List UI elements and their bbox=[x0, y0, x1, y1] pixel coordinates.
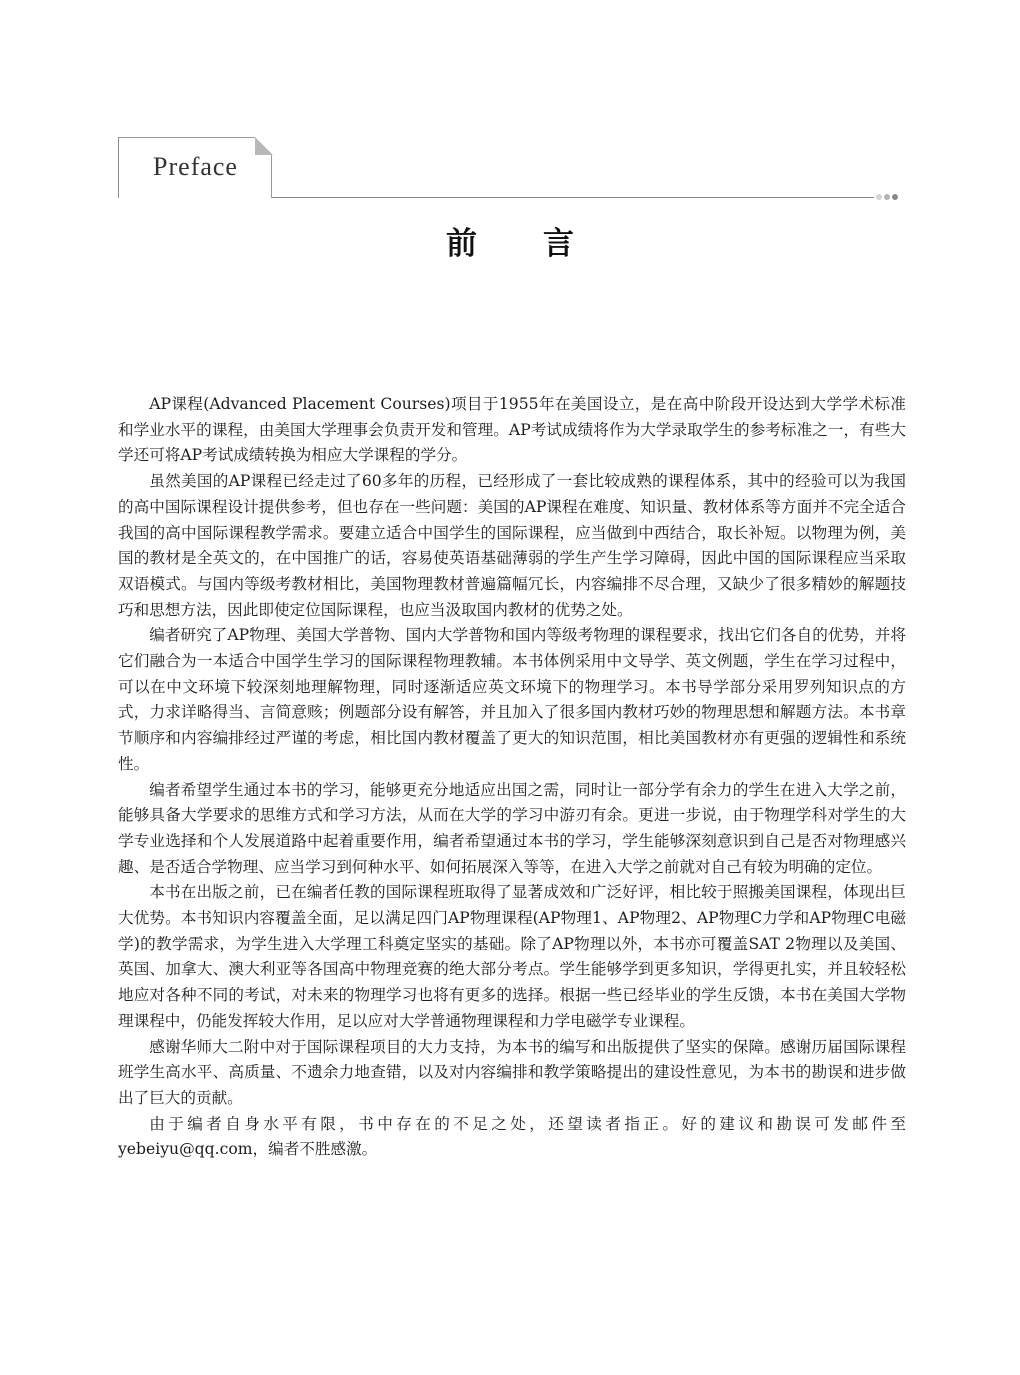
paragraph-2: 虽然美国的AP课程已经走过了60多年的历程，已经形成了一套比较成熟的课程体系，其中的经验可以为我国的高中国际课程设计提供参考，但也存在一些问题：美国的AP课程在难度、知识量、教材体系等方面并不完全适合我国的高中国际课程教学需求。要建立适合中国学生的国际课程，应当做到中西结合，取长补短。以物理为例，美国的教材是全英文的，在中国推广的话，容易使英语基础薄弱的学生产生学习障碍，因此中国的国际课程应当采取双语模式。与国内等级考教材相比，美国物理教材普遍篇幅冗长，内容编排不尽合理，又缺少了很多精妙的解题技巧和思想方法，因此即使定位国际课程，也应当汲取国内教材的优势之处。 bbox=[118, 472, 906, 619]
dot-icon bbox=[892, 194, 898, 200]
page-title: 前言 bbox=[446, 226, 640, 262]
decorative-dots bbox=[876, 194, 900, 202]
paragraph-7: 由于编者自身水平有限，书中存在的不足之处，还望读者指正。好的建议和勘误可发邮件至yebeiyu@qq.com，编者不胜感激。 bbox=[118, 1114, 906, 1159]
paragraph-3: 编者研究了AP物理、美国大学普物、国内大学普物和国内等级考物理的课程要求，找出它们各自的优势，并将它们融合为一本适合中国学生学习的国际课程物理教辅。本书体例采用中文导学、英文例题，学生在学习过程中，可以在中文环境下较深刻地理解物理，同时逐渐适应英文环境下的物理学习。本书导学部分采用罗列知识点的方式，力求详略得当、言简意赅；例题部分设有解答，并且加入了很多国内教材巧妙的物理思想和解题方法。本书章节顺序和内容编排经过严谨的考虑，相比国内教材覆盖了更大的知识范围，相比美国教材亦有更强的逻辑性和系统性。 bbox=[118, 626, 906, 773]
preface-label-box bbox=[118, 137, 272, 197]
paragraph-1: AP课程(Advanced Placement Courses)项目于1955年在美国设立，是在高中阶段开设达到大学学术标准和学业水平的课程，由美国大学理事会负责开发和管理。AP考试成绩将作为大学录取学生的参考标准之一，有些大学还可将AP考试成绩转换为相应大学课程的学分。 bbox=[118, 395, 906, 465]
dot-icon bbox=[884, 194, 890, 200]
paragraph-5: 本书在出版之前，已在编者任教的国际课程班取得了显著成效和广泛好评，相比较于照搬美国课程，体现出巨大优势。本书知识内容覆盖全面，足以满足四门AP物理课程(AP物理1、AP物理2、AP物理C力学和AP物理C电磁学)的教学需求，为学生进入大学理工科奠定坚实的基础。除了AP物理以外，本书亦可覆盖SAT 2物理以及美国、英国、加拿大、澳大利亚等各国高中物理竞赛的绝大部分考点。学生能够学到更多知识，学得更扎实，并且较轻松地应对各种不同的考试，对未来的物理学习也将有更多的选择。根据一些已经毕业的学生反馈，本书在美国大学物理课程中，仍能发挥较大作用，足以应对大学普通物理课程和力学电磁学专业课程。 bbox=[118, 883, 906, 1030]
preface-label: Preface bbox=[153, 152, 238, 181]
paragraph-4: 编者希望学生通过本书的学习，能够更充分地适应出国之需，同时让一部分学有余力的学生在进入大学之前，能够具备大学要求的思维方式和学习方法，从而在大学的学习中游刃有余。更进一步说，由于物理学科对学生的大学专业选择和个人发展道路中起着重要作用，编者希望通过本书的学习，学生能够深刻意识到自己是否对物理感兴趣、是否适合学物理、应当学习到何种水平、如何拓展深入等等，在进入大学之前就对自己有较为明确的定位。 bbox=[118, 780, 906, 876]
dot-icon bbox=[876, 194, 882, 200]
preface-body bbox=[118, 392, 906, 1163]
header-rule bbox=[272, 197, 874, 198]
paragraph-6: 感谢华师大二附中对于国际课程项目的大力支持，为本书的编写和出版提供了坚实的保障。感谢历届国际课程班学生高水平、高质量、不遗余力地查错，以及对内容编排和教学策略提出的建设性意见，为本书的勘误和进步做出了巨大的贡献。 bbox=[118, 1037, 906, 1107]
